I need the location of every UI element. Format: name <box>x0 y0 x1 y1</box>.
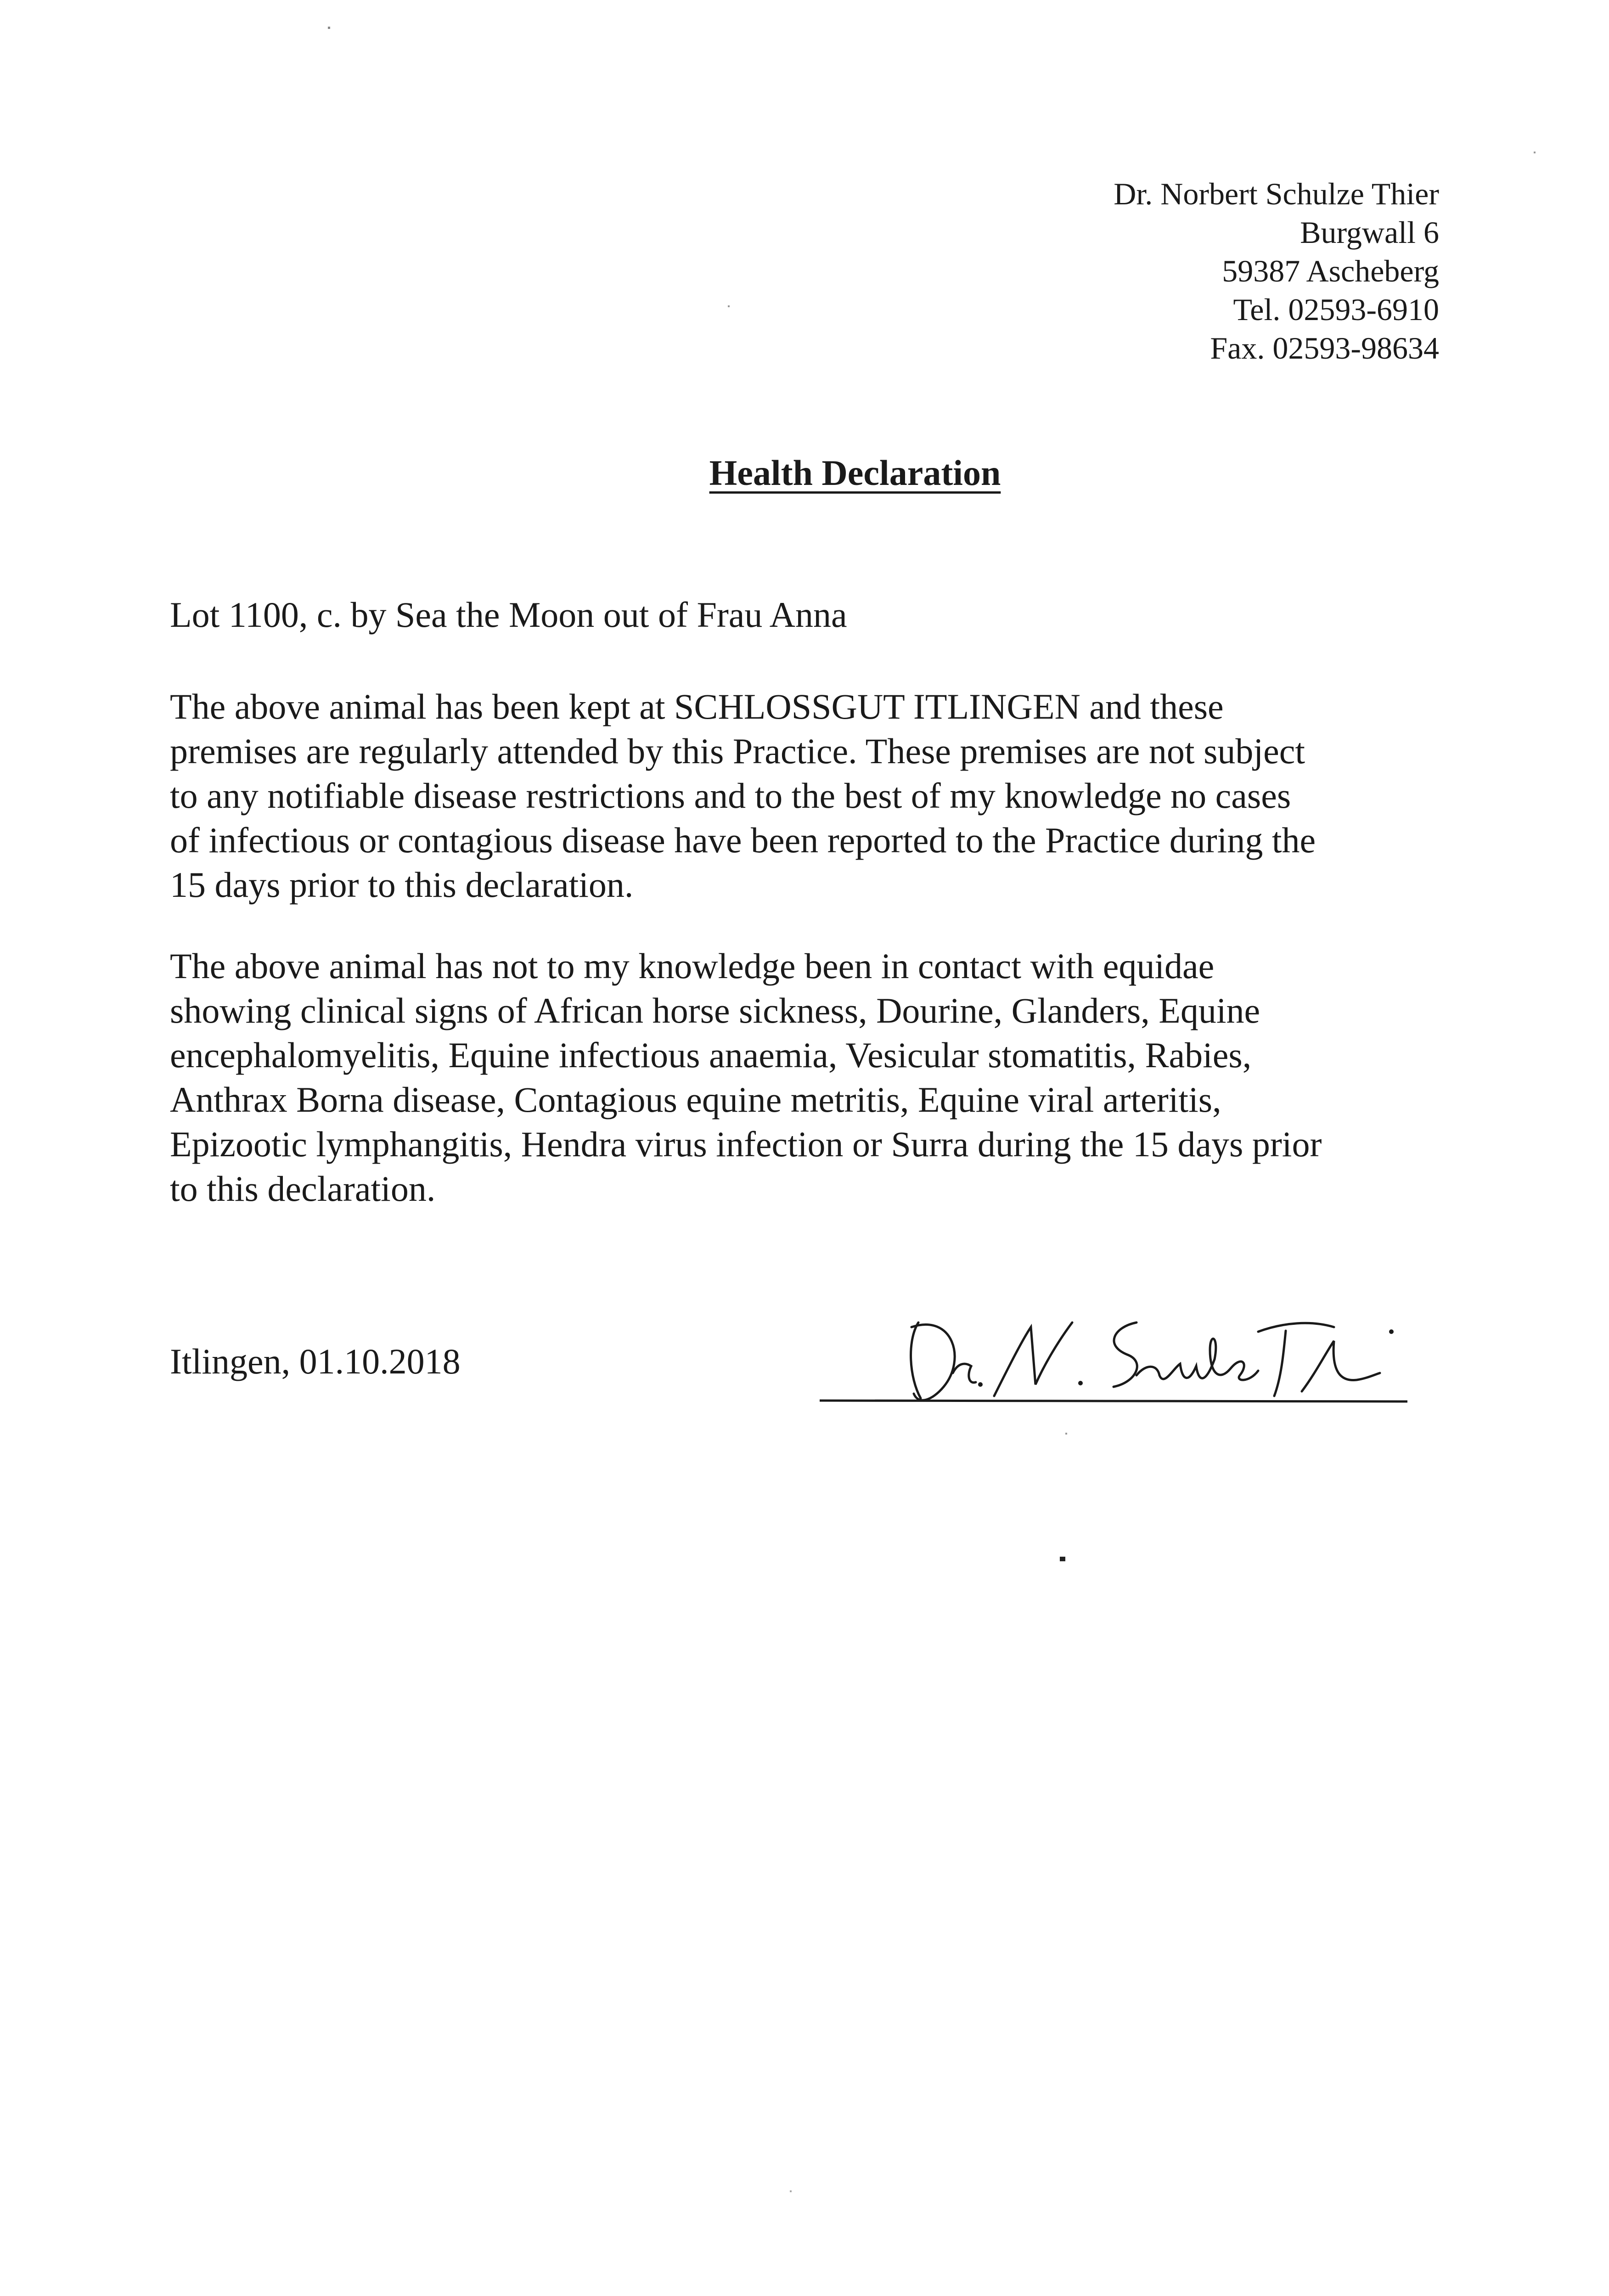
lot-line <box>170 592 1446 637</box>
paragraph-line: Anthrax Borna disease, Contagious equine metritis, Equine viral arteritis, <box>170 1080 1221 1120</box>
paragraph-line: encephalomyelitis, Equine infectious anaemia, Vesicular stomatitis, Rabies, <box>170 1035 1252 1075</box>
paragraph-diseases <box>170 944 1446 1211</box>
scan-speck <box>790 2190 792 2192</box>
scan-speck <box>728 305 730 307</box>
lot-description: Lot 1100, c. by Sea the Moon out of Frau Anna <box>170 595 847 635</box>
letterhead-phone: Tel. 02593-6910 <box>1233 292 1439 327</box>
paragraph-line: 15 days prior to this declaration. <box>170 865 634 905</box>
scan-speck <box>1060 1557 1065 1561</box>
scan-speck <box>1534 152 1536 153</box>
handwritten-signature <box>815 1277 1412 1428</box>
paragraph-line: to this declaration. <box>170 1169 436 1209</box>
paragraph-line: The above animal has not to my knowledge been in contact with equidae <box>170 946 1215 986</box>
letterhead-address <box>1114 174 1439 367</box>
paragraph-line: to any notifiable disease restrictions and to the best of my knowledge no cases <box>170 776 1291 816</box>
paragraph-premises <box>170 684 1446 907</box>
paragraph-line: premises are regularly attended by this Practice. These premises are not subject <box>170 731 1305 771</box>
letterhead-name: Dr. Norbert Schulze Thier <box>1114 176 1439 211</box>
paragraph-line: of infectious or contagious disease have been reported to the Practice during the <box>170 820 1316 860</box>
letterhead-city: 59387 Ascheberg <box>1222 253 1439 288</box>
paragraph-line: The above animal has been kept at SCHLOSSGUT ITLINGEN and these <box>170 687 1224 726</box>
letterhead-street: Burgwall 6 <box>1300 215 1439 250</box>
document-title-wrapper <box>0 452 1609 494</box>
paragraph-line: showing clinical signs of African horse sickness, Dourine, Glanders, Equine <box>170 990 1260 1030</box>
document-title: Health Declaration <box>709 453 1001 493</box>
place-and-date: Itlingen, 01.10.2018 <box>170 1341 461 1381</box>
letterhead-fax: Fax. 02593-98634 <box>1210 331 1439 366</box>
scan-speck <box>1065 1433 1067 1435</box>
paragraph-line: Epizootic lymphangitis, Hendra virus infection or Surra during the 15 days prior <box>170 1124 1322 1164</box>
scan-speck <box>328 27 330 29</box>
